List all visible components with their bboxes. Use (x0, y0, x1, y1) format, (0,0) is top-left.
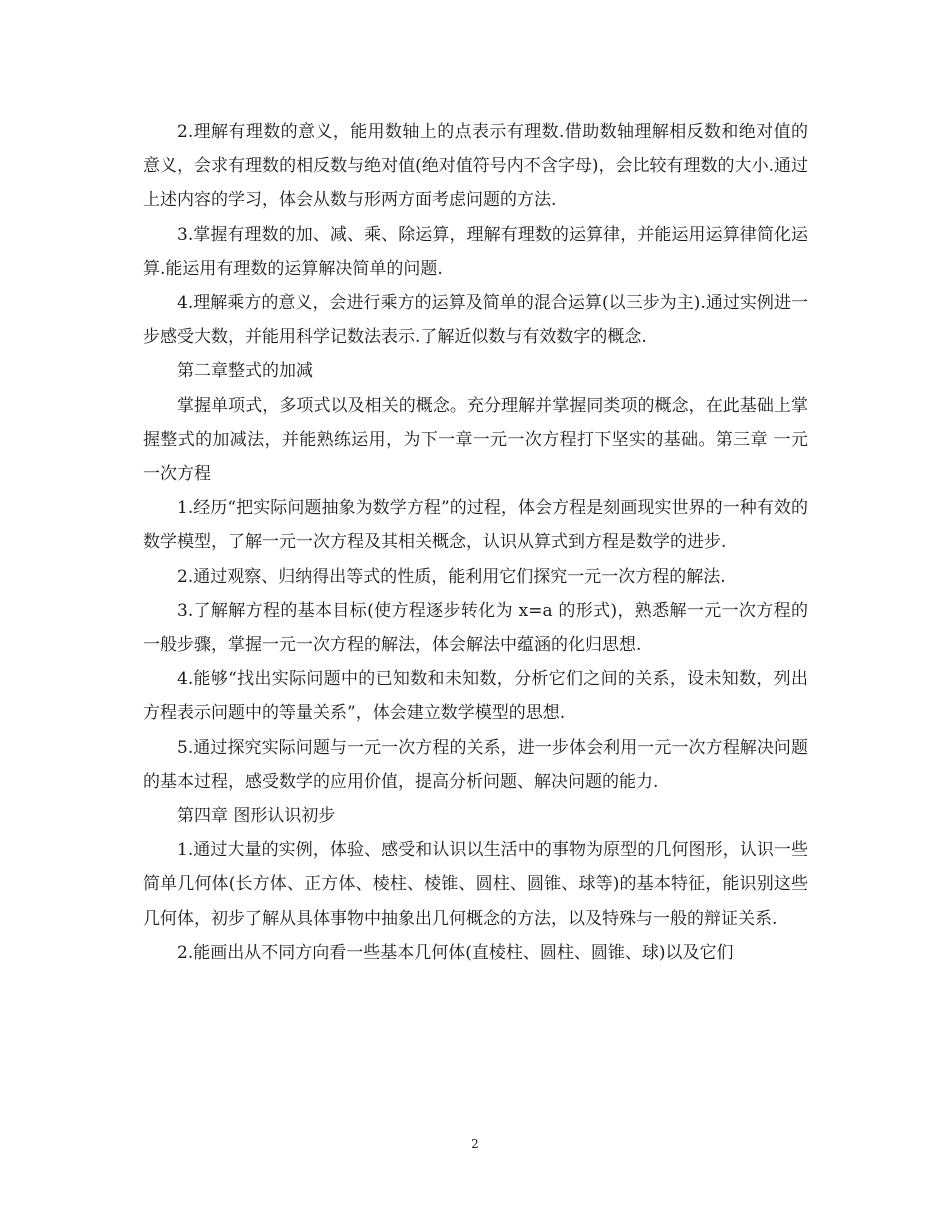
page-number: 2 (471, 1137, 479, 1151)
paragraph: 1.通过大量的实例，体验、感受和认识以生活中的事物为原型的几何图形，认识一些简单几何体(长方体、正方体、棱柱、棱锥、圆柱、圆锥、球等)的基本特征，能识别这些几何体，初步了解从具体事物中抽象出几何概念的方法，以及特殊与一般的辩证关系. (143, 840, 808, 929)
paragraph: 2.能画出从不同方向看一些基本几何体(直棱柱、圆柱、圆锥、球)以及它们 (177, 942, 734, 963)
paragraph: 掌握单项式，多项式以及相关的概念。充分理解并掌握同类项的概念，在此基础上掌握整式的加减法，并能熟练运用，为下一章一元一次方程打下坚实的基础。第三章 一元一次方程 (143, 395, 808, 485)
document-body (143, 115, 808, 970)
paragraph: 1.经历“把实际问题抽象为数学方程”的过程，体会方程是刻画现实世界的一种有效的数学模型，了解一元一次方程及其相关概念，认识从算式到方程是数学的进步. (143, 498, 808, 553)
paragraph: 5.通过探究实际问题与一元一次方程的关系，进一步体会利用一元一次方程解决问题的基本过程，感受数学的应用价值，提高分析问题、解决问题的能力. (143, 737, 808, 792)
paragraph: 2.理解有理数的意义，能用数轴上的点表示有理数.借助数轴理解相反数和绝对值的意义，会求有理数的相反数与绝对值(绝对值符号内不含字母)，会比较有理数的大小.通过上述内容的学习，体会从数与形两方面考虑问题的方法. (143, 122, 808, 211)
paragraph: 4.理解乘方的意义，会进行乘方的运算及简单的混合运算(以三步为主).通过实例进一步感受大数，并能用科学记数法表示.了解近似数与有效数字的概念. (143, 293, 808, 348)
paragraph: 2.通过观察、归纳得出等式的性质，能利用它们探究一元一次方程的解法. (177, 566, 726, 587)
paragraph: 4.能够“找出实际问题中的已知数和未知数，分析它们之间的关系，设未知数，列出方程表示问题中的等量关系”，体会建立数学模型的思想. (143, 669, 808, 724)
paragraph: 3.了解解方程的基本目标(使方程逐步转化为 x=a 的形式)，熟悉解一元一次方程的一般步骤，掌握一元一次方程的解法，体会解法中蕴涵的化归思想. (143, 600, 808, 656)
chapter-heading: 第四章 图形认识初步 (177, 806, 336, 827)
paragraph: 3.掌握有理数的加、减、乘、除运算，理解有理数的运算律，并能运用运算律简化运算.能运用有理数的运算解决简单的问题. (143, 224, 808, 279)
chapter-heading: 第二章整式的加减 (177, 361, 313, 382)
